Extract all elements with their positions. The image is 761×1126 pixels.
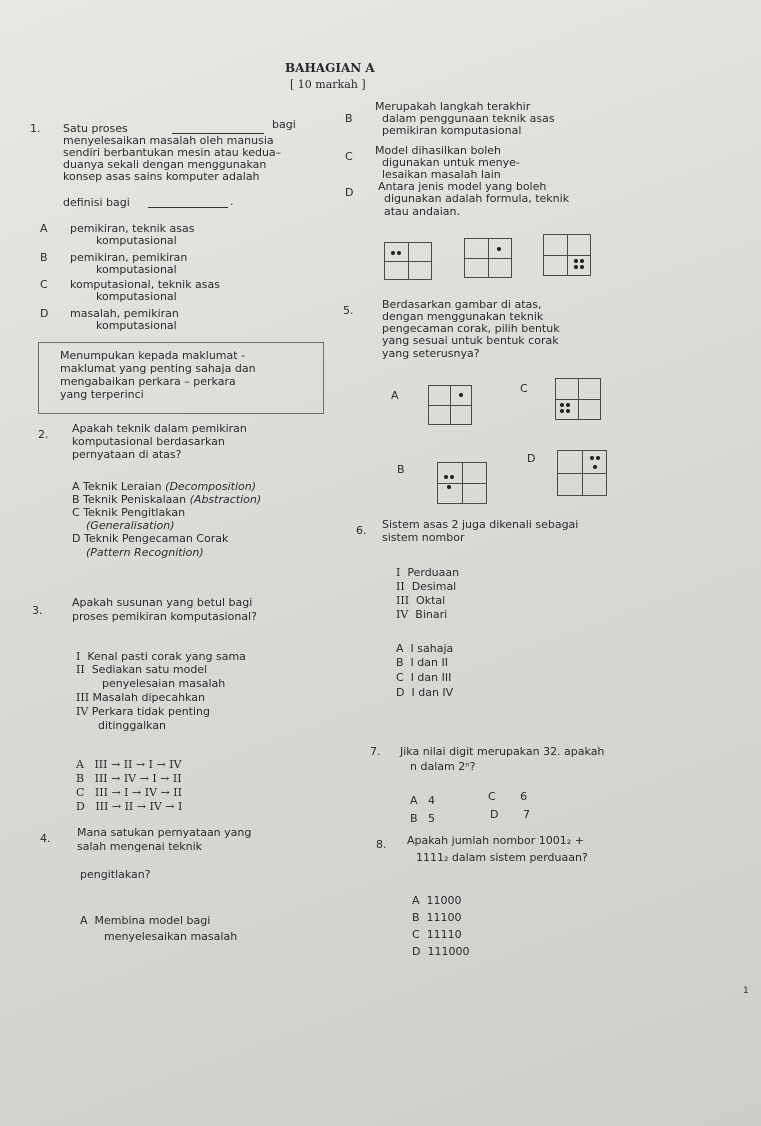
pattern-figure-1 bbox=[384, 242, 432, 280]
q1-option-b-letter: B bbox=[40, 251, 48, 264]
q2-number: 2. bbox=[38, 428, 49, 441]
q6-option-d: D I dan IV bbox=[396, 686, 454, 699]
q8-text: Apakah jumlah nombor 1001₂ + bbox=[407, 834, 584, 847]
q1-option-c: komputasional, teknik asas bbox=[70, 278, 220, 291]
q5-option-a-figure[interactable] bbox=[428, 385, 472, 425]
q6-text: sistem nombor bbox=[382, 531, 465, 544]
q3-text: Apakah susunan yang betul bagi bbox=[72, 596, 253, 609]
q2-option-a: A Teknik Leraian (Decomposition) bbox=[72, 480, 257, 493]
q1-text: Satu proses bbox=[63, 122, 128, 135]
q2-text: komputasional berdasarkan bbox=[72, 435, 225, 448]
q-cont-b: Merupakah langkah terakhir bbox=[375, 100, 531, 113]
q1-text: sendiri berbantukan mesin atau kedua– bbox=[63, 146, 282, 159]
q1-blank-2 bbox=[148, 207, 228, 208]
q4-text: salah mengenai teknik bbox=[77, 840, 203, 853]
q-cont-b-letter: B bbox=[345, 112, 353, 125]
q7-number: 7. bbox=[370, 745, 381, 758]
q1-option-b: komputasional bbox=[96, 263, 177, 276]
q1-text: . bbox=[230, 195, 234, 208]
q3-step-2: II Sediakan satu model bbox=[76, 663, 208, 676]
q1-option-d: komputasional bbox=[96, 319, 177, 332]
q4-number: 4. bbox=[40, 832, 51, 845]
q1-text: bagi bbox=[272, 118, 296, 131]
q3-number: 3. bbox=[32, 604, 43, 617]
q6-item-4: IV Binari bbox=[396, 608, 448, 621]
page-number: 1 bbox=[743, 986, 749, 996]
q3-step-3: III Masalah dipecahkan bbox=[76, 691, 205, 704]
q5-option-a-letter: A bbox=[391, 389, 399, 402]
q3-option-b: B III → IV → I → II bbox=[76, 772, 182, 785]
q5-text: yang seterusnya? bbox=[382, 347, 480, 360]
q6-text: Sistem asas 2 juga dikenali sebagai bbox=[382, 518, 579, 531]
marks-label: [ 10 markah ] bbox=[290, 78, 366, 91]
q1-text: duanya sekali dengan menggunakan bbox=[63, 158, 267, 171]
statement-text: Menumpukan kepada maklumat - bbox=[60, 349, 246, 362]
q6-item-2: II Desimal bbox=[396, 580, 457, 593]
q5-option-d-letter: D bbox=[527, 452, 536, 465]
q-cont-b: dalam penggunaan teknik asas bbox=[382, 112, 555, 125]
q8-option-c: C 11110 bbox=[412, 928, 462, 941]
q5-text: pengecaman corak, pilih bentuk bbox=[382, 322, 560, 335]
q5-option-b-letter: B bbox=[397, 463, 405, 476]
q6-option-a: A I sahaja bbox=[396, 642, 454, 655]
q3-option-d: D III → II → IV → I bbox=[76, 800, 183, 813]
q8-option-d: D 111000 bbox=[412, 945, 470, 958]
q5-text: yang sesuai untuk bentuk corak bbox=[382, 334, 559, 347]
q5-text: dengan menggunakan teknik bbox=[382, 310, 544, 323]
q2-option-d: D Teknik Pengecaman Corak bbox=[72, 532, 229, 545]
q1-text: definisi bagi bbox=[63, 196, 130, 209]
q5-option-b-figure[interactable] bbox=[437, 462, 487, 504]
q-cont-c-letter: C bbox=[345, 150, 353, 163]
q6-number: 6. bbox=[356, 524, 367, 537]
q2-text: Apakah teknik dalam pemikiran bbox=[72, 422, 247, 435]
q1-option-c-letter: C bbox=[40, 278, 48, 291]
q4-text: pengitlakan? bbox=[80, 868, 151, 881]
q2-text: pernyataan di atas? bbox=[72, 448, 182, 461]
q7-option-d: D 7 bbox=[490, 808, 530, 821]
q1-option-a: pemikiran, teknik asas bbox=[70, 222, 195, 235]
q6-item-3: III Oktal bbox=[396, 594, 446, 607]
q4-text: Mana satukan pernyataan yang bbox=[77, 826, 252, 839]
q3-step-4: IV Perkara tidak penting bbox=[76, 705, 211, 718]
q-cont-d: Antara jenis model yang boleh bbox=[378, 180, 547, 193]
q4-option-a: A Membina model bagi bbox=[80, 914, 211, 927]
q7-text: n dalam 2ⁿ? bbox=[410, 760, 476, 773]
q1-option-a: komputasional bbox=[96, 234, 177, 247]
q5-option-c-figure[interactable] bbox=[555, 378, 601, 420]
q1-number: 1. bbox=[30, 122, 41, 135]
q5-option-d-figure[interactable] bbox=[557, 450, 607, 496]
q7-text: Jika nilai digit merupakan 32. apakah bbox=[400, 745, 605, 758]
q1-option-a-letter: A bbox=[40, 222, 48, 235]
q5-text: Berdasarkan gambar di atas, bbox=[382, 298, 542, 311]
q3-step-4-cont: ditinggalkan bbox=[98, 719, 167, 732]
q1-option-d-letter: D bbox=[40, 307, 49, 320]
q-cont-d-letter: D bbox=[345, 186, 354, 199]
q8-option-b: B 11100 bbox=[412, 911, 462, 924]
q6-option-c: C I dan III bbox=[396, 671, 452, 684]
pattern-figure-2 bbox=[464, 238, 512, 278]
statement-text: yang terperinci bbox=[60, 388, 144, 401]
q-cont-c: digunakan untuk menye- bbox=[382, 156, 520, 169]
q1-text: menyelesaikan masalah oleh manusia bbox=[63, 134, 274, 147]
q1-text: konsep asas sains komputer adalah bbox=[63, 170, 260, 183]
q2-option-c: C Teknik Pengitlakan bbox=[72, 506, 186, 519]
q8-text: 1111₂ dalam sistem perduaan? bbox=[416, 851, 588, 864]
q-cont-d: digunakan adalah formula, teknik bbox=[384, 192, 570, 205]
q1-option-c: komputasional bbox=[96, 290, 177, 303]
q3-option-c: C III → I → IV → II bbox=[76, 786, 182, 799]
q-cont-d: atau andaian. bbox=[384, 205, 460, 218]
section-title: BAHAGIAN A bbox=[285, 61, 375, 75]
q8-number: 8. bbox=[376, 838, 387, 851]
statement-text: maklumat yang penting sahaja dan bbox=[60, 362, 256, 375]
q3-text: proses pemikiran komputasional? bbox=[72, 610, 257, 623]
q-cont-c: lesaikan masalah lain bbox=[382, 168, 501, 181]
q7-option-b: B 5 bbox=[410, 812, 436, 825]
q2-option-d-sub: (Pattern Recognition) bbox=[86, 546, 204, 559]
q1-option-d: masalah, pemikiran bbox=[70, 307, 179, 320]
q8-option-a: A 11000 bbox=[412, 894, 462, 907]
q6-option-b: B I dan II bbox=[396, 656, 448, 669]
q7-option-c: C 6 bbox=[488, 790, 528, 803]
q4-option-a-cont: menyelesaikan masalah bbox=[104, 930, 238, 943]
q1-option-b: pemikiran, pemikiran bbox=[70, 251, 188, 264]
q5-number: 5. bbox=[343, 304, 354, 317]
q2-option-b: B Teknik Peniskalaan (Abstraction) bbox=[72, 493, 262, 506]
pattern-figure-3 bbox=[543, 234, 591, 276]
q7-option-a: A 4 bbox=[410, 794, 436, 807]
q-cont-b: pemikiran komputasional bbox=[382, 124, 522, 137]
q3-step-2-cont: penyelesaian masalah bbox=[102, 677, 226, 690]
q6-item-1: I Perduaan bbox=[396, 566, 460, 579]
q3-option-a: A III → II → I → IV bbox=[76, 758, 182, 771]
q-cont-c: Model dihasilkan boleh bbox=[375, 144, 502, 157]
q3-step-1: I Kenal pasti corak yang sama bbox=[76, 650, 246, 663]
statement-text: mengabaikan perkara – perkara bbox=[60, 375, 236, 388]
q2-option-c-sub: (Generalisation) bbox=[86, 519, 175, 532]
q5-option-c-letter: C bbox=[520, 382, 528, 395]
